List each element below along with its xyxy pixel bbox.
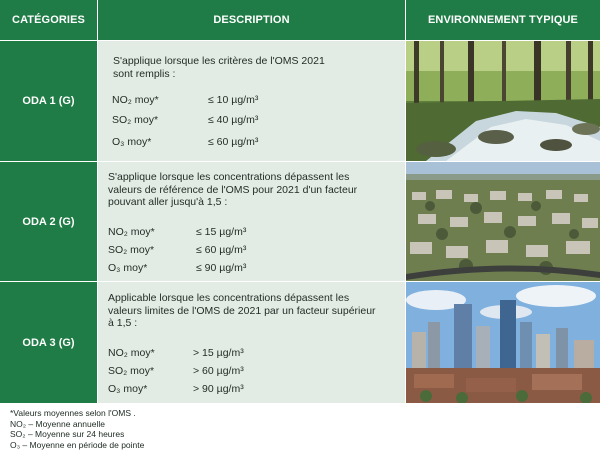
category-oda1: ODA 1 (G) xyxy=(0,41,97,161)
pollutant-so2: SO₂ moy* ≤ 60 µg/m³ xyxy=(108,244,247,256)
table-header xyxy=(0,0,600,40)
description-intro: S'applique lorsque les concentrations dépassent les valeurs de référence de l'OMS pour 2021 d'un facteur pouvant aller jusqu'à 1,5 : xyxy=(108,171,358,208)
category-oda3: ODA 3 (G) xyxy=(0,282,97,403)
pollutant-no2: NO₂ moy* ≤ 10 µg/m³ xyxy=(112,94,259,106)
description-oda3 xyxy=(98,282,405,403)
footnote-o3: O₃ – Moyenne en période de pointe xyxy=(10,439,145,450)
pollutant-no2: NO₂ moy* ≤ 15 µg/m³ xyxy=(108,226,247,238)
description-intro: Applicable lorsque les concentrations dépassent les valeurs limites de l'OMS de 2021 par un facteur supérieur à 1,5 : xyxy=(108,292,376,329)
table-row-oda1 xyxy=(0,41,600,161)
table-row-oda2 xyxy=(0,162,600,281)
description-intro: S'applique lorsque les critères de l'OMS 2021 sont remplis : xyxy=(113,55,325,80)
table-row-oda3 xyxy=(0,282,600,403)
footnote-so2: SO₂ – Moyenne sur 24 heures xyxy=(10,429,125,439)
pollutant-so2: SO₂ moy* ≤ 40 µg/m³ xyxy=(112,114,259,126)
pollutant-o3: O₃ moy* ≤ 90 µg/m³ xyxy=(108,262,247,274)
pollutant-o3: O₃ moy* ≤ 60 µg/m³ xyxy=(112,136,259,148)
category-oda2: ODA 2 (G) xyxy=(0,162,97,281)
city-skyline-photo xyxy=(406,282,600,403)
pollutant-o3: O₃ moy* > 90 µg/m³ xyxy=(108,383,244,395)
header-environment: ENVIRONNEMENT TYPIQUE xyxy=(406,0,600,40)
description-oda1 xyxy=(98,41,405,161)
footnotes xyxy=(10,408,144,450)
header-categories: CATÉGORIES xyxy=(0,0,97,40)
description-oda2 xyxy=(98,162,405,281)
pollutant-no2: NO₂ moy* > 15 µg/m³ xyxy=(108,347,244,359)
forest-river-photo xyxy=(406,41,600,161)
pollutant-so2: SO₂ moy* > 60 µg/m³ xyxy=(108,365,244,377)
footnote-averages: *Valeurs moyennes selon l'OMS . xyxy=(10,408,136,418)
footnote-no2: NO₂ – Moyenne annuelle xyxy=(10,418,105,429)
suburb-aerial-photo xyxy=(406,162,600,281)
header-description: DESCRIPTION xyxy=(98,0,405,40)
